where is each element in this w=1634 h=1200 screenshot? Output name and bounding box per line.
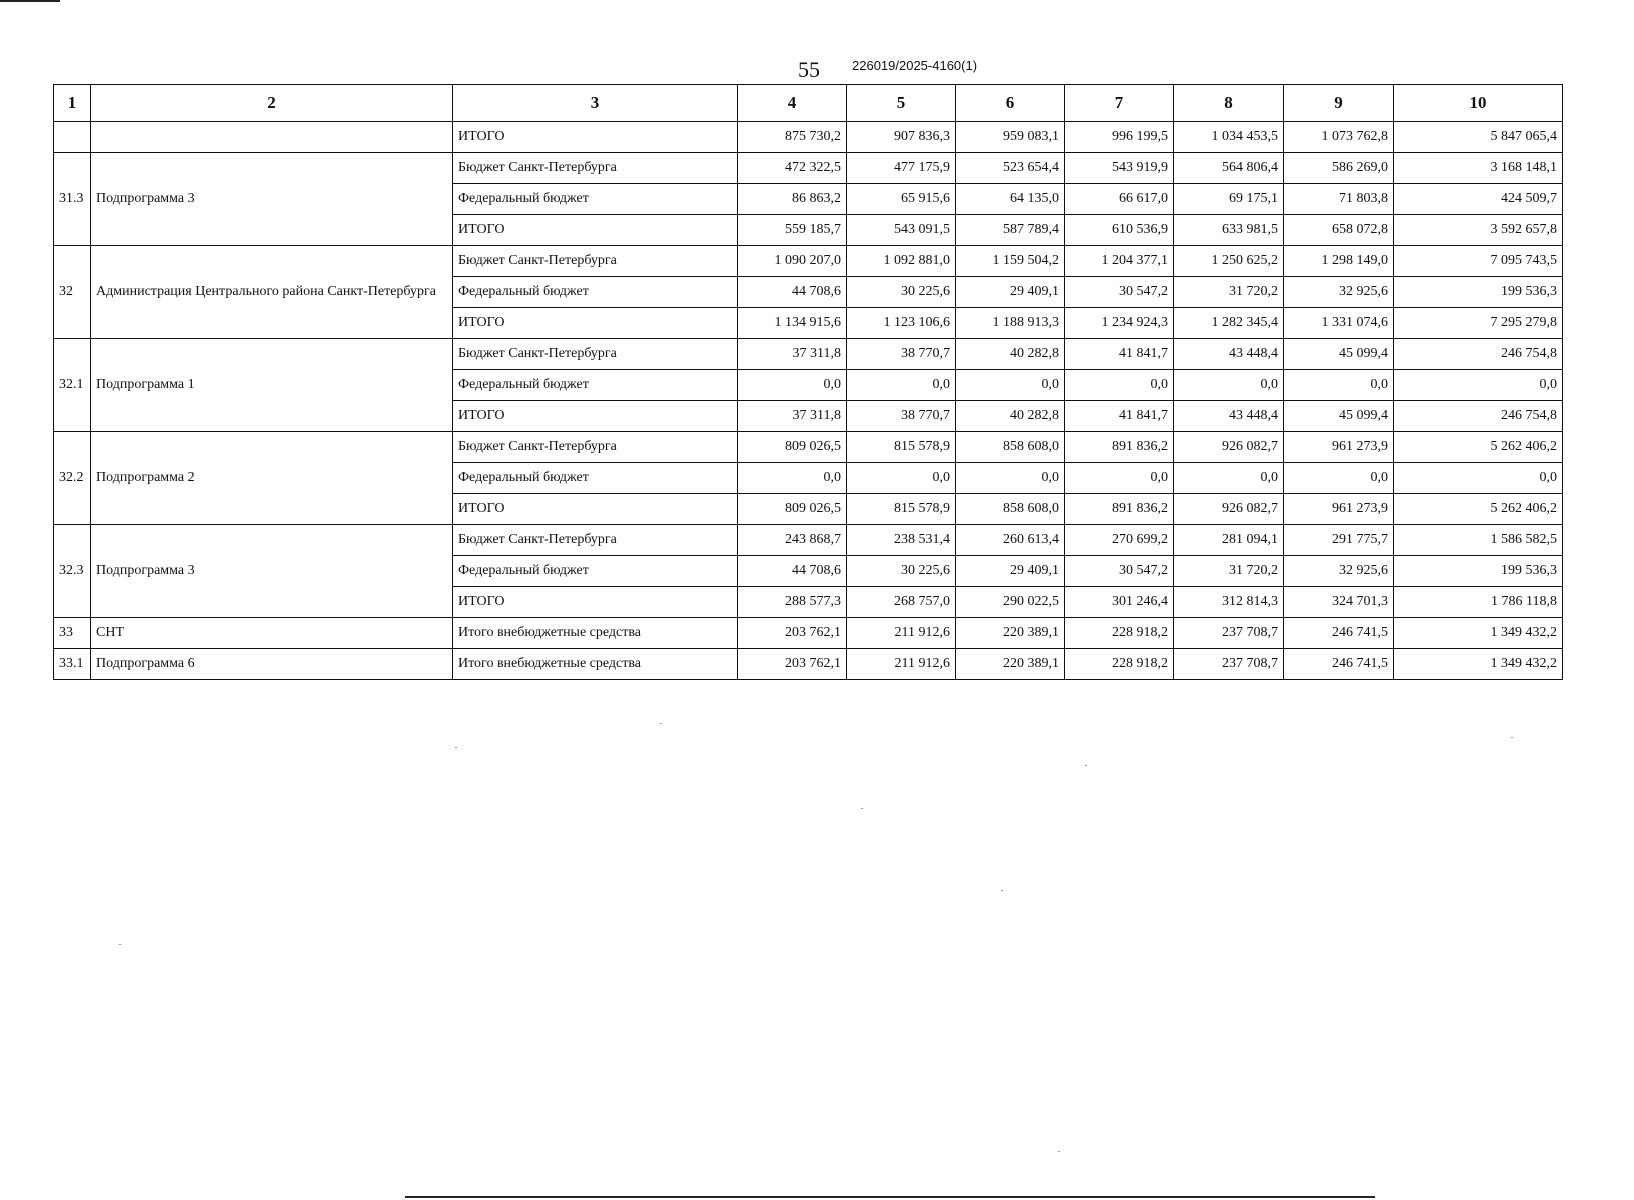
value-cell-col-8: 926 082,7 [1174, 494, 1284, 525]
value-cell-col-7: 0,0 [1065, 463, 1174, 494]
value-cell-col-4: 875 730,2 [738, 122, 847, 153]
value-cell-col-7: 270 699,2 [1065, 525, 1174, 556]
value-cell-col-4: 559 185,7 [738, 215, 847, 246]
value-cell-col-9: 45 099,4 [1284, 339, 1394, 370]
scan-speck [1001, 890, 1003, 891]
value-cell-col-6: 40 282,8 [956, 401, 1065, 432]
table-row [54, 122, 1563, 153]
value-cell-col-6: 220 389,1 [956, 618, 1065, 649]
row-funding-source: ИТОГО [453, 587, 738, 618]
value-cell-col-5: 1 123 106,6 [847, 308, 956, 339]
value-cell-col-7: 228 918,2 [1065, 649, 1174, 680]
value-cell-col-10: 246 754,8 [1394, 401, 1563, 432]
document-code: 226019/2025-4160(1) [852, 58, 978, 73]
value-cell-col-9: 246 741,5 [1284, 618, 1394, 649]
value-cell-col-4: 44 708,6 [738, 556, 847, 587]
value-cell-col-10: 199 536,3 [1394, 277, 1563, 308]
row-funding-source: Федеральный бюджет [453, 277, 738, 308]
table-row [54, 525, 1563, 556]
row-program-name [91, 122, 453, 153]
value-cell-col-10: 3 168 148,1 [1394, 153, 1563, 184]
value-cell-col-10: 1 349 432,2 [1394, 618, 1563, 649]
value-cell-col-4: 86 863,2 [738, 184, 847, 215]
table-row [54, 432, 1563, 463]
table-row [54, 618, 1563, 649]
value-cell-col-8: 1 250 625,2 [1174, 246, 1284, 277]
scan-speck [1085, 765, 1087, 766]
row-funding-source: ИТОГО [453, 401, 738, 432]
value-cell-col-4: 1 090 207,0 [738, 246, 847, 277]
value-cell-col-4: 44 708,6 [738, 277, 847, 308]
value-cell-col-9: 1 298 149,0 [1284, 246, 1394, 277]
value-cell-col-4: 1 134 915,6 [738, 308, 847, 339]
scan-speck [1511, 737, 1513, 738]
value-cell-col-9: 45 099,4 [1284, 401, 1394, 432]
value-cell-col-5: 38 770,7 [847, 401, 956, 432]
scan-edge-bottom [405, 1196, 1375, 1198]
table-row [54, 246, 1563, 277]
row-program-name: Подпрограмма 1 [91, 339, 453, 432]
row-funding-source: ИТОГО [453, 308, 738, 339]
row-program-name: Подпрограмма 2 [91, 432, 453, 525]
value-cell-col-8: 43 448,4 [1174, 339, 1284, 370]
value-cell-col-7: 228 918,2 [1065, 618, 1174, 649]
row-code: 32.1 [54, 339, 91, 432]
value-cell-col-10: 3 592 657,8 [1394, 215, 1563, 246]
row-program-name: Подпрограмма 3 [91, 153, 453, 246]
value-cell-col-5: 30 225,6 [847, 556, 956, 587]
row-code [54, 122, 91, 153]
value-cell-col-5: 238 531,4 [847, 525, 956, 556]
value-cell-col-8: 926 082,7 [1174, 432, 1284, 463]
value-cell-col-8: 1 034 453,5 [1174, 122, 1284, 153]
column-header-5: 5 [847, 85, 956, 122]
value-cell-col-7: 610 536,9 [1065, 215, 1174, 246]
table-row [54, 339, 1563, 370]
value-cell-col-4: 472 322,5 [738, 153, 847, 184]
value-cell-col-7: 66 617,0 [1065, 184, 1174, 215]
table-header [54, 85, 1563, 122]
row-program-name: СНТ [91, 618, 453, 649]
value-cell-col-9: 0,0 [1284, 463, 1394, 494]
value-cell-col-4: 0,0 [738, 463, 847, 494]
value-cell-col-6: 40 282,8 [956, 339, 1065, 370]
value-cell-col-5: 211 912,6 [847, 618, 956, 649]
value-cell-col-6: 0,0 [956, 463, 1065, 494]
value-cell-col-9: 246 741,5 [1284, 649, 1394, 680]
value-cell-col-6: 1 159 504,2 [956, 246, 1065, 277]
value-cell-col-4: 203 762,1 [738, 618, 847, 649]
scan-speck [861, 808, 863, 809]
row-funding-source: Итого внебюджетные средства [453, 618, 738, 649]
value-cell-col-6: 587 789,4 [956, 215, 1065, 246]
value-cell-col-7: 891 836,2 [1065, 432, 1174, 463]
value-cell-col-6: 858 608,0 [956, 432, 1065, 463]
row-code: 32.3 [54, 525, 91, 618]
row-funding-source: Бюджет Санкт-Петербурга [453, 153, 738, 184]
value-cell-col-4: 809 026,5 [738, 494, 847, 525]
value-cell-col-9: 961 273,9 [1284, 432, 1394, 463]
value-cell-col-10: 1 586 582,5 [1394, 525, 1563, 556]
value-cell-col-10: 424 509,7 [1394, 184, 1563, 215]
value-cell-col-5: 0,0 [847, 463, 956, 494]
value-cell-col-8: 43 448,4 [1174, 401, 1284, 432]
value-cell-col-5: 815 578,9 [847, 494, 956, 525]
value-cell-col-9: 0,0 [1284, 370, 1394, 401]
value-cell-col-9: 71 803,8 [1284, 184, 1394, 215]
value-cell-col-8: 312 814,3 [1174, 587, 1284, 618]
value-cell-col-10: 5 262 406,2 [1394, 432, 1563, 463]
value-cell-col-10: 199 536,3 [1394, 556, 1563, 587]
value-cell-col-5: 907 836,3 [847, 122, 956, 153]
value-cell-col-8: 237 708,7 [1174, 649, 1284, 680]
value-cell-col-6: 29 409,1 [956, 277, 1065, 308]
value-cell-col-9: 32 925,6 [1284, 556, 1394, 587]
value-cell-col-10: 0,0 [1394, 463, 1563, 494]
row-code: 32.2 [54, 432, 91, 525]
value-cell-col-8: 281 094,1 [1174, 525, 1284, 556]
column-header-3: 3 [453, 85, 738, 122]
value-cell-col-8: 0,0 [1174, 463, 1284, 494]
page-number: 55 [798, 57, 820, 82]
row-program-name: Подпрограмма 3 [91, 525, 453, 618]
row-funding-source: ИТОГО [453, 215, 738, 246]
column-header-9: 9 [1284, 85, 1394, 122]
column-header-6: 6 [956, 85, 1065, 122]
row-code: 33 [54, 618, 91, 649]
value-cell-col-7: 996 199,5 [1065, 122, 1174, 153]
value-cell-col-4: 243 868,7 [738, 525, 847, 556]
column-header-8: 8 [1174, 85, 1284, 122]
value-cell-col-10: 1 786 118,8 [1394, 587, 1563, 618]
value-cell-col-7: 1 234 924,3 [1065, 308, 1174, 339]
value-cell-col-5: 0,0 [847, 370, 956, 401]
value-cell-col-5: 65 915,6 [847, 184, 956, 215]
row-funding-source: Бюджет Санкт-Петербурга [453, 525, 738, 556]
value-cell-col-8: 237 708,7 [1174, 618, 1284, 649]
scan-edge-top-left [0, 0, 60, 2]
value-cell-col-8: 31 720,2 [1174, 556, 1284, 587]
value-cell-col-9: 291 775,7 [1284, 525, 1394, 556]
value-cell-col-6: 64 135,0 [956, 184, 1065, 215]
row-funding-source: Федеральный бюджет [453, 556, 738, 587]
value-cell-col-7: 301 246,4 [1065, 587, 1174, 618]
value-cell-col-10: 1 349 432,2 [1394, 649, 1563, 680]
value-cell-col-5: 477 175,9 [847, 153, 956, 184]
row-funding-source: Бюджет Санкт-Петербурга [453, 432, 738, 463]
value-cell-col-7: 543 919,9 [1065, 153, 1174, 184]
value-cell-col-5: 211 912,6 [847, 649, 956, 680]
value-cell-col-4: 0,0 [738, 370, 847, 401]
value-cell-col-4: 809 026,5 [738, 432, 847, 463]
value-cell-col-9: 1 331 074,6 [1284, 308, 1394, 339]
value-cell-col-10: 246 754,8 [1394, 339, 1563, 370]
value-cell-col-5: 1 092 881,0 [847, 246, 956, 277]
row-funding-source: ИТОГО [453, 494, 738, 525]
table-row [54, 153, 1563, 184]
value-cell-col-5: 30 225,6 [847, 277, 956, 308]
value-cell-col-8: 69 175,1 [1174, 184, 1284, 215]
row-funding-source: Федеральный бюджет [453, 463, 738, 494]
value-cell-col-10: 7 095 743,5 [1394, 246, 1563, 277]
value-cell-col-8: 564 806,4 [1174, 153, 1284, 184]
value-cell-col-9: 324 701,3 [1284, 587, 1394, 618]
value-cell-col-8: 633 981,5 [1174, 215, 1284, 246]
row-funding-source: Федеральный бюджет [453, 370, 738, 401]
value-cell-col-10: 0,0 [1394, 370, 1563, 401]
value-cell-col-7: 1 204 377,1 [1065, 246, 1174, 277]
value-cell-col-6: 1 188 913,3 [956, 308, 1065, 339]
column-header-10: 10 [1394, 85, 1563, 122]
value-cell-col-6: 959 083,1 [956, 122, 1065, 153]
value-cell-col-9: 32 925,6 [1284, 277, 1394, 308]
value-cell-col-8: 1 282 345,4 [1174, 308, 1284, 339]
value-cell-col-5: 38 770,7 [847, 339, 956, 370]
row-code: 33.1 [54, 649, 91, 680]
table-row [54, 649, 1563, 680]
value-cell-col-9: 658 072,8 [1284, 215, 1394, 246]
value-cell-col-4: 288 577,3 [738, 587, 847, 618]
value-cell-col-10: 7 295 279,8 [1394, 308, 1563, 339]
value-cell-col-4: 203 762,1 [738, 649, 847, 680]
value-cell-col-6: 0,0 [956, 370, 1065, 401]
value-cell-col-8: 0,0 [1174, 370, 1284, 401]
column-header-7: 7 [1065, 85, 1174, 122]
value-cell-col-4: 37 311,8 [738, 339, 847, 370]
value-cell-col-7: 30 547,2 [1065, 556, 1174, 587]
row-program-name: Администрация Центрального района Санкт-Петербурга [91, 246, 453, 339]
value-cell-col-5: 543 091,5 [847, 215, 956, 246]
value-cell-col-5: 268 757,0 [847, 587, 956, 618]
row-funding-source: Бюджет Санкт-Петербурга [453, 339, 738, 370]
value-cell-col-6: 260 613,4 [956, 525, 1065, 556]
value-cell-col-10: 5 847 065,4 [1394, 122, 1563, 153]
value-cell-col-9: 586 269,0 [1284, 153, 1394, 184]
column-header-4: 4 [738, 85, 847, 122]
row-funding-source: Итого внебюджетные средства [453, 649, 738, 680]
scan-speck [455, 747, 457, 748]
value-cell-col-6: 220 389,1 [956, 649, 1065, 680]
value-cell-col-7: 891 836,2 [1065, 494, 1174, 525]
column-header-2: 2 [91, 85, 453, 122]
value-cell-col-10: 5 262 406,2 [1394, 494, 1563, 525]
row-funding-source: ИТОГО [453, 122, 738, 153]
table-body [54, 122, 1563, 680]
column-header-1: 1 [54, 85, 91, 122]
value-cell-col-6: 290 022,5 [956, 587, 1065, 618]
value-cell-col-8: 31 720,2 [1174, 277, 1284, 308]
row-code: 32 [54, 246, 91, 339]
value-cell-col-4: 37 311,8 [738, 401, 847, 432]
scan-speck [119, 944, 121, 945]
row-code: 31.3 [54, 153, 91, 246]
scan-speck [1058, 1151, 1060, 1152]
budget-table [53, 84, 1563, 680]
value-cell-col-9: 961 273,9 [1284, 494, 1394, 525]
value-cell-col-6: 523 654,4 [956, 153, 1065, 184]
value-cell-col-9: 1 073 762,8 [1284, 122, 1394, 153]
value-cell-col-6: 29 409,1 [956, 556, 1065, 587]
row-funding-source: Бюджет Санкт-Петербурга [453, 246, 738, 277]
row-funding-source: Федеральный бюджет [453, 184, 738, 215]
value-cell-col-5: 815 578,9 [847, 432, 956, 463]
row-program-name: Подпрограмма 6 [91, 649, 453, 680]
value-cell-col-7: 41 841,7 [1065, 339, 1174, 370]
value-cell-col-6: 858 608,0 [956, 494, 1065, 525]
value-cell-col-7: 0,0 [1065, 370, 1174, 401]
value-cell-col-7: 30 547,2 [1065, 277, 1174, 308]
scan-speck [660, 723, 662, 724]
value-cell-col-7: 41 841,7 [1065, 401, 1174, 432]
